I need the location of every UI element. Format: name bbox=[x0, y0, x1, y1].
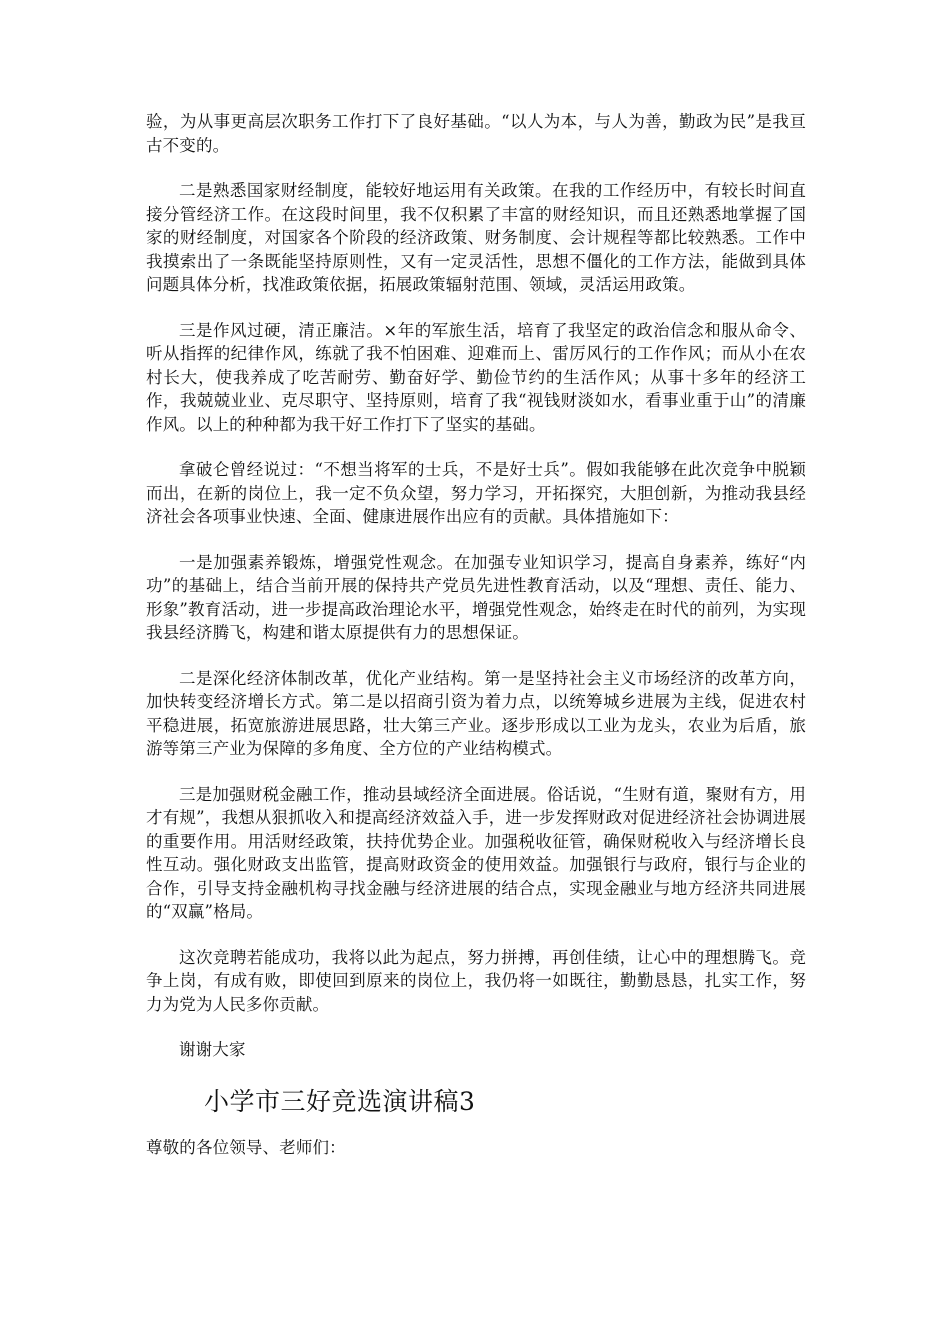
thanks-line: 谢谢大家 bbox=[179, 1040, 246, 1059]
paragraph-measure-three: 三是加强财税金融工作，推动县域经济全面进展。俗话说，“生财有道，聚财有方，用才有规”，我想从狠抓收入和提高经济效益入手，进一步发挥财政对促进经济社会协调进展的重要作用。用活财经政策，扶持优势企业。加强税收征管，确保财税收入与经济增长良性互动。强化财政支出监管，提高财政资金的使用效益。加强银行与政府，银行与企业的合作，引导支持金融机构寻找金融与经济进展的结合点，实现金融业与地方经济共同进展的“双赢”格局。 bbox=[146, 784, 806, 921]
paragraph-work-style: 三是作风过硬，清正廉洁。×年的军旅生活，培育了我坚定的政治信念和服从命令、听从指挥的纪律作风，练就了我不怕困难、迎难而上、雷厉风行的工作作风；而从小在农村长大，使我养成了吃苦耐劳、勤奋好学、勤俭节约的生活作风；从事十多年的经济工作，我兢兢业业、克尽职守、坚持原则，培育了我“视钱财淡如水，看事业重于山”的清廉作风。以上的种种都为我干好工作打下了坚实的基础。 bbox=[146, 320, 806, 434]
salutation: 尊敬的各位领导、老师们： bbox=[146, 1137, 346, 1157]
paragraph-continued: 验，为从事更高层次职务工作打下了良好基础。“以人为本，与人为善，勤政为民”是我亘古不变的。 bbox=[146, 112, 806, 155]
paragraph-measure-two: 二是深化经济体制改革，优化产业结构。第一是坚持社会主义市场经济的改革方向，加快转变经济增长方式。第二是以招商引资为着力点，以统筹城乡进展为主线，促进农村平稳进展，拓宽旅游进展思路，壮大第三产业。逐步形成以工业为龙头，农业为后盾，旅游等第三产业为保障的多角度、全方位的产业结构模式。 bbox=[146, 668, 806, 758]
section-title: 小学市三好竞选演讲稿3 bbox=[204, 1086, 476, 1116]
paragraph-closing: 这次竞聘若能成功，我将以此为起点，努力拼搏，再创佳绩，让心中的理想腾飞。竞争上岗，有成有败，即使回到原来的岗位上，我仍将一如既往，勤勤恳恳，扎实工作，努力为党为人民多你贡献。 bbox=[146, 947, 806, 1014]
paragraph-napoleon-quote: 拿破仑曾经说过：“不想当将军的士兵，不是好士兵”。假如我能够在此次竞争中脱颖而出，在新的岗位上，我一定不负众望，努力学习，开拓探究，大胆创新，为推动我县经济社会各项事业快速、全面、健康进展作出应有的贡献。具体措施如下： bbox=[146, 460, 806, 526]
document-body bbox=[146, 110, 806, 1159]
paragraph-measure-one: 一是加强素养锻炼，增强党性观念。在加强专业知识学习，提高自身素养，练好“内功”的基础上，结合当前开展的保持共产党员先进性教育活动，以及“理想、责任、能力、形象”教育活动，进一步提高政治理论水平，增强党性观念，始终走在时代的前列，为实现我县经济腾飞，构建和谐太原提供有力的思想保证。 bbox=[146, 552, 806, 642]
paragraph-finance-knowledge: 二是熟悉国家财经制度，能较好地运用有关政策。在我的工作经历中，有较长时间直接分管经济工作。在这段时间里，我不仅积累了丰富的财经知识，而且还熟悉地掌握了国家的财经制度，对国家各个阶段的经济政策、财务制度、会计规程等都比较熟悉。工作中我摸索出了一条既能坚持原则性，又有一定灵活性，思想不僵化的工作方法，能做到具体问题具体分析，找准政策依据，拓展政策辐射范围、领域，灵活运用政策。 bbox=[146, 181, 806, 294]
